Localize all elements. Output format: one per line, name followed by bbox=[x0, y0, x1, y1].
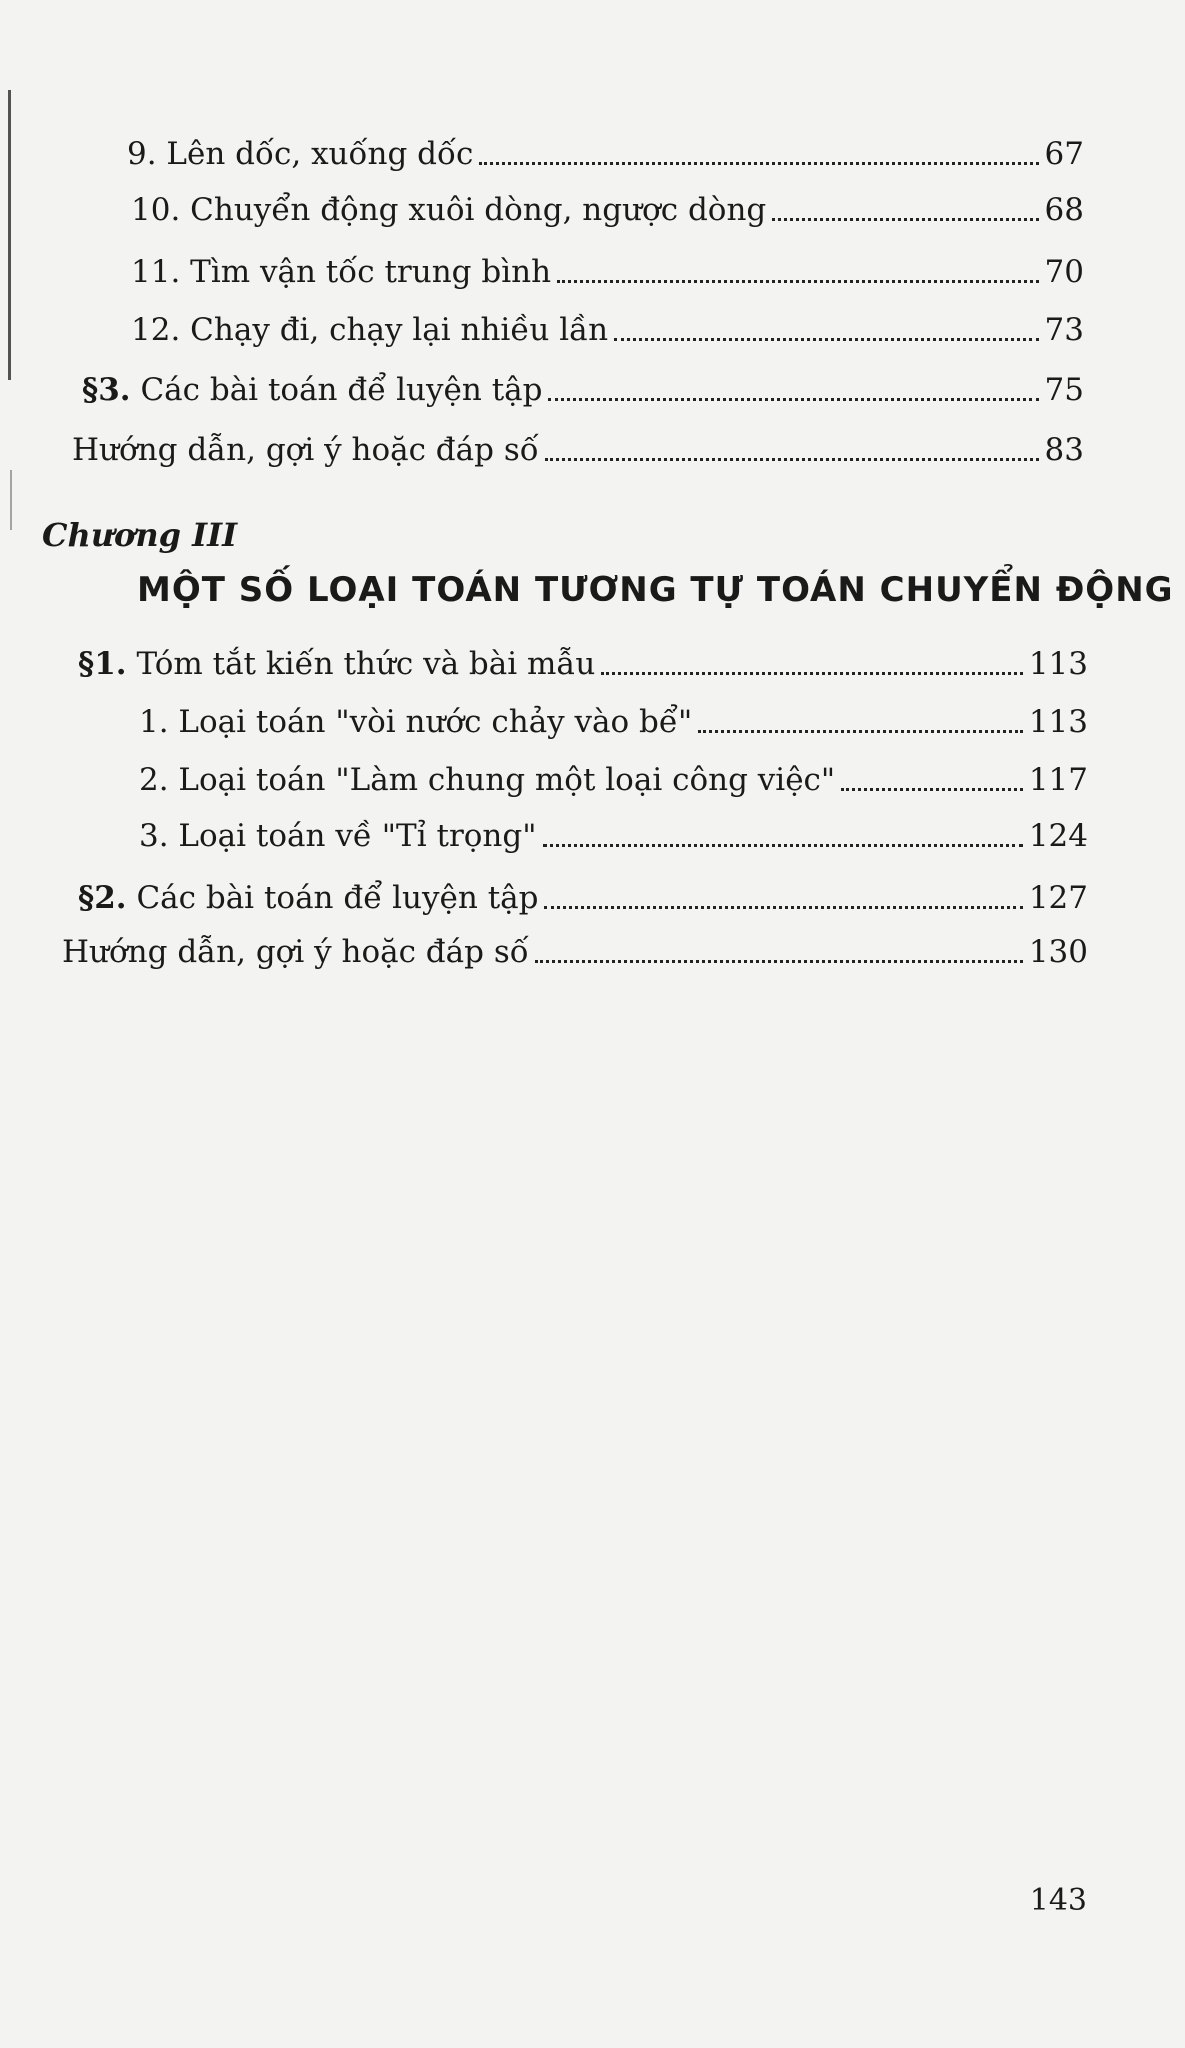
toc-page-number: 127 bbox=[1028, 880, 1088, 916]
toc-entry-title: 1. Loại toán "vòi nước chảy vào bể" bbox=[139, 704, 693, 740]
dot-leader bbox=[548, 398, 1038, 401]
toc-entry-title bbox=[78, 646, 595, 682]
dot-leader bbox=[601, 672, 1022, 675]
toc-page-number: 75 bbox=[1044, 372, 1084, 408]
toc-entry-title: 3. Loại toán về "Tỉ trọng" bbox=[139, 818, 537, 854]
dot-leader bbox=[841, 788, 1023, 791]
toc-page-number: 113 bbox=[1028, 646, 1088, 682]
toc-entry-lesson-12[interactable] bbox=[131, 312, 1084, 348]
toc-entry-guide-ch2[interactable] bbox=[72, 432, 1084, 468]
toc-entry-subsection-2[interactable] bbox=[139, 762, 1088, 798]
toc-page-number: 70 bbox=[1044, 254, 1084, 290]
page-binding-edge-mark bbox=[10, 470, 12, 530]
toc-entry-lesson-9[interactable] bbox=[127, 136, 1084, 172]
chapter-title: MỘT SỐ LOẠI TOÁN TƯƠNG TỰ TOÁN CHUYỂN ĐỘNG bbox=[137, 570, 1174, 610]
toc-entry-lesson-11[interactable] bbox=[131, 254, 1084, 290]
toc-page-number: 83 bbox=[1044, 432, 1084, 468]
dot-leader bbox=[544, 906, 1022, 909]
chapter-label: Chương III bbox=[42, 516, 238, 554]
toc-page-number: 67 bbox=[1044, 136, 1084, 172]
section-title: Các bài toán để luyện tập bbox=[140, 372, 543, 408]
toc-entry-title: 10. Chuyển động xuôi dòng, ngược dòng bbox=[131, 192, 767, 228]
toc-page-number: 130 bbox=[1028, 934, 1088, 970]
toc-entry-subsection-3[interactable] bbox=[139, 818, 1088, 854]
dot-leader bbox=[614, 338, 1038, 341]
dot-leader bbox=[479, 162, 1038, 165]
toc-page-number: 73 bbox=[1044, 312, 1084, 348]
dot-leader bbox=[535, 960, 1023, 963]
toc-entry-title: Hướng dẫn, gợi ý hoặc đáp số bbox=[62, 934, 529, 970]
toc-entry-title: 11. Tìm vận tốc trung bình bbox=[131, 254, 552, 290]
section-number: §1. bbox=[78, 646, 127, 682]
toc-entry-title: 2. Loại toán "Làm chung một loại công việc" bbox=[139, 762, 836, 798]
toc-entry-lesson-10[interactable] bbox=[131, 192, 1084, 228]
toc-entry-guide-ch3[interactable] bbox=[62, 934, 1088, 970]
dot-leader bbox=[543, 844, 1023, 847]
dot-leader bbox=[772, 218, 1038, 221]
toc-page-number: 124 bbox=[1028, 818, 1088, 854]
dot-leader bbox=[557, 280, 1039, 283]
toc-entry-title: Hướng dẫn, gợi ý hoặc đáp số bbox=[72, 432, 539, 468]
toc-entry-section-3[interactable] bbox=[82, 372, 1084, 408]
section-number: §3. bbox=[82, 372, 131, 408]
toc-entry-section-1[interactable] bbox=[78, 646, 1088, 682]
toc-page-number: 117 bbox=[1028, 762, 1088, 798]
toc-entry-subsection-1[interactable] bbox=[139, 704, 1088, 740]
toc-page-number: 68 bbox=[1044, 192, 1084, 228]
section-title: Tóm tắt kiến thức và bài mẫu bbox=[136, 646, 596, 682]
section-title: Các bài toán để luyện tập bbox=[136, 880, 539, 916]
dot-leader bbox=[545, 458, 1039, 461]
page-number: 143 bbox=[1029, 1883, 1087, 1918]
toc-page-number: 113 bbox=[1028, 704, 1088, 740]
toc-entry-title: 12. Chạy đi, chạy lại nhiều lần bbox=[131, 312, 609, 348]
toc-entry-title bbox=[78, 880, 538, 916]
dot-leader bbox=[698, 730, 1023, 733]
toc-entry-title bbox=[82, 372, 542, 408]
toc-entry-section-2[interactable] bbox=[78, 880, 1088, 916]
page-binding-edge bbox=[8, 90, 11, 380]
section-number: §2. bbox=[78, 880, 127, 916]
toc-entry-title: 9. Lên dốc, xuống dốc bbox=[127, 136, 474, 172]
